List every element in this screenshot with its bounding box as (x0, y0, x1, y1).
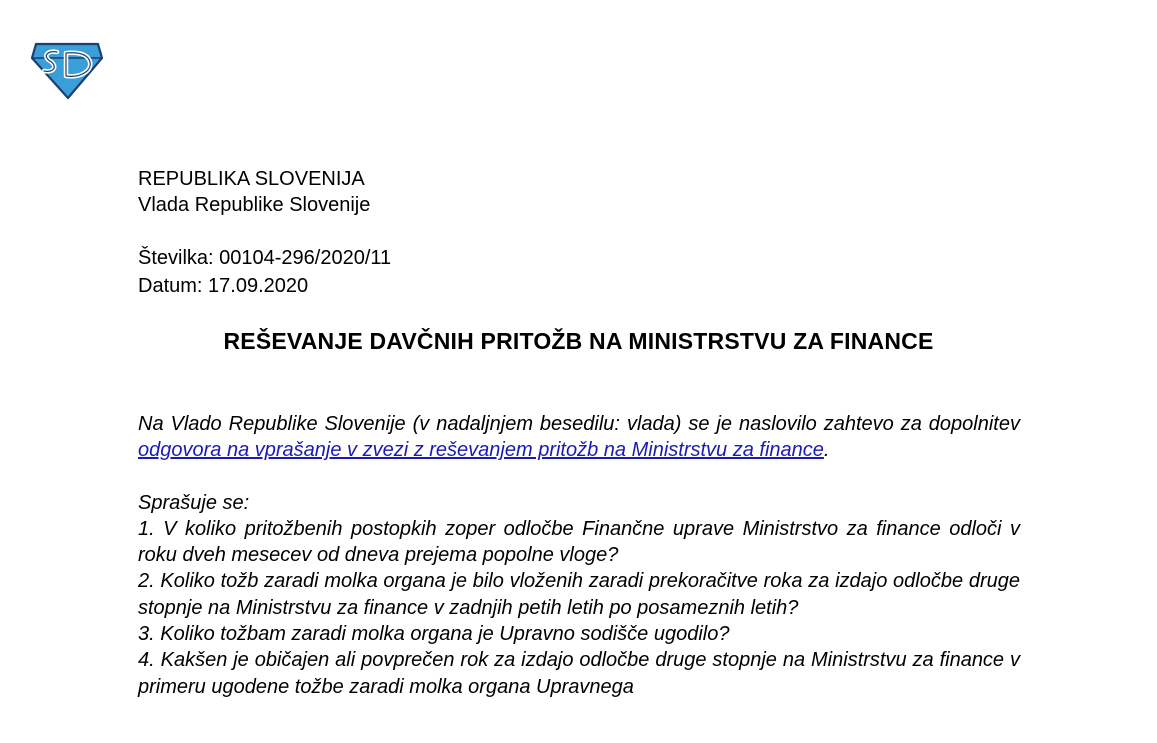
question-3: 3. Koliko tožbam zaradi molka organa je Upravno sodišče ugodilo? (138, 623, 730, 646)
header-country: REPUBLIKA SLOVENIJA (138, 168, 365, 190)
intro-paragraph (138, 411, 1020, 464)
date-label: Datum: (138, 275, 203, 297)
document-body (138, 411, 1020, 700)
document-number (138, 244, 391, 272)
question-2: 2. Koliko tožb zaradi molka organa je bilo vloženih zaradi prekoračitve roka za izdajo odločbe druge stopnje na Ministrstvu za finance v zadnjih petih letih po posameznih letih? (138, 570, 1020, 619)
document-title: REŠEVANJE DAVČNIH PRITOŽB NA MINISTRSTVU ZA FINANCE (223, 328, 934, 354)
sd-logo-icon (30, 40, 104, 100)
question-4: 4. Kakšen je običajen ali povprečen rok za izdajo odločbe druge stopnje na Ministrstvu za finance v primeru ugodene tožbe zaradi molka organa Upravnega (138, 649, 1020, 698)
question-1: 1. V koliko pritožbenih postopkih zoper odločbe Finančne uprave Ministrstvo za finance odloči v roku dveh mesecev od dneva prejema popolne vloge? (138, 517, 1020, 567)
header-government: Vlada Republike Slovenije (138, 194, 371, 216)
document-date (138, 272, 391, 300)
questions-heading: Sprašuje se: (138, 491, 250, 514)
document-meta (138, 244, 391, 300)
number-label: Številka: (138, 247, 214, 269)
intro-end: . (823, 439, 830, 462)
number-value: 00104-296/2020/11 (219, 247, 392, 269)
intro-text: Na Vlado Republike Slovenije (v nadaljnjem besedilu: vlada) se je naslovilo zahtevo za dopolnitev (138, 413, 1020, 435)
document-header (138, 166, 370, 218)
previous-answer-link[interactable]: odgovora na vprašanje v zvezi z reševanjem pritožb na Ministrstvu za finance (138, 439, 824, 462)
date-value: 17.09.2020 (208, 275, 309, 297)
